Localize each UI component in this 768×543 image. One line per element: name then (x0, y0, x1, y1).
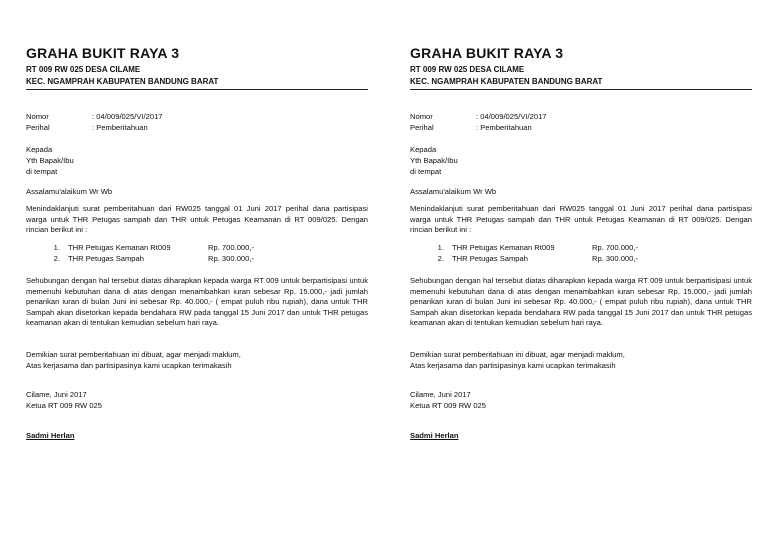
place-date: Cilame, Juni 2017 (410, 390, 471, 399)
letter-right (384, 0, 768, 543)
perihal-value: : Pemberitahuan (92, 123, 148, 132)
nomor-label: Nomor (410, 112, 433, 121)
list-item: 2. THR Petugas Sampah Rp. 300.000,- (53, 254, 255, 263)
perihal-value: : Pemberitahuan (476, 123, 532, 132)
recipient-ditempat: di tempat (410, 167, 442, 176)
closing-line-1: Demikian surat pemberitahuan ini dibuat, agar menjadi maklum, (26, 350, 241, 359)
body-paragraph: Sehubungan dengan hal tersebut diatas diharapkan kepada warga RT 009 untuk berpartisipasi untuk memenuhi kebutuhan dana di atas dengan menambahkan iuran sebesar Rp. 15.000,- jadi jumlah penarikan iuran di bulan Juni ini sebesar Rp. 40.000,- ( empat puluh ribu rupiah), dana untuk THR Sampah akan disetorkan kepada bendahara RW pada tanggal 15 Juni 2017 dan untuk THR petugas keamanan akan di tentukan kemudian sebelum hari raya. (410, 276, 752, 328)
letter-subtitle-address: RT 009 RW 025 DESA CILAME (26, 65, 141, 74)
recipient-yth: Yth Bapak/Ibu (410, 156, 458, 165)
greeting: Assalamu'alaikum Wr Wb (26, 187, 113, 196)
greeting: Assalamu'alaikum Wr Wb (410, 187, 497, 196)
letter-subtitle-address: RT 009 RW 025 DESA CILAME (410, 65, 525, 74)
signer-name: Sadmi Herlan (26, 431, 75, 440)
intro-paragraph: Menindaklanjuti surat pemberitahuan dari RW025 tanggal 01 Juni 2017 perihal dana partisipasi warga untuk THR Petugas sampah dan THR untuk Petugas Keamanan di RT 009/025. Dengan rincian berikut ini : (410, 204, 752, 235)
list-item: 1. THR Petugas Kemanan Rt009 Rp. 700.000,- (437, 243, 639, 252)
list-item: 2. THR Petugas Sampah Rp. 300.000,- (437, 254, 639, 263)
nomor-value: : 04/009/025/VI/2017 (476, 112, 547, 121)
nomor-value: : 04/009/025/VI/2017 (92, 112, 163, 121)
nomor-row (410, 112, 547, 121)
intro-paragraph: Menindaklanjuti surat pemberitahuan dari RW025 tanggal 01 Juni 2017 perihal dana partisipasi warga untuk THR Petugas sampah dan THR untuk Petugas Keamanan di RT 009/025. Dengan rincian berikut ini : (26, 204, 368, 235)
header-divider (26, 89, 368, 90)
place-date: Cilame, Juni 2017 (26, 390, 87, 399)
nomor-row (26, 112, 163, 121)
nomor-label: Nomor (26, 112, 49, 121)
perihal-label: Perihal (410, 123, 434, 132)
cost-list (26, 243, 254, 265)
perihal-label: Perihal (26, 123, 50, 132)
perihal-row (26, 123, 148, 132)
letter-title: GRAHA BUKIT RAYA 3 (410, 45, 564, 61)
cost-list (410, 243, 638, 265)
letter-title: GRAHA BUKIT RAYA 3 (26, 45, 180, 61)
perihal-row (410, 123, 532, 132)
signer-role: Ketua RT 009 RW 025 (26, 401, 102, 410)
closing-line-2: Atas kerjasama dan partisipasinya kami ucapkan terimakasih (410, 361, 616, 370)
list-item: 1. THR Petugas Kemanan Rt009 Rp. 700.000,- (53, 243, 255, 252)
recipient-kepada: Kepada (410, 145, 437, 154)
closing-line-2: Atas kerjasama dan partisipasinya kami ucapkan terimakasih (26, 361, 232, 370)
closing-line-1: Demikian surat pemberitahuan ini dibuat, agar menjadi maklum, (410, 350, 625, 359)
recipient-yth: Yth Bapak/Ibu (26, 156, 74, 165)
recipient-kepada: Kepada (26, 145, 53, 154)
header-divider (410, 89, 752, 90)
letter-subtitle-district: KEC. NGAMPRAH KABUPATEN BANDUNG BARAT (26, 77, 219, 86)
recipient-ditempat: di tempat (26, 167, 58, 176)
signer-role: Ketua RT 009 RW 025 (410, 401, 486, 410)
signer-name: Sadmi Herlan (410, 431, 459, 440)
letter-subtitle-district: KEC. NGAMPRAH KABUPATEN BANDUNG BARAT (410, 77, 603, 86)
body-paragraph: Sehubungan dengan hal tersebut diatas diharapkan kepada warga RT 009 untuk berpartisipasi untuk memenuhi kebutuhan dana di atas dengan menambahkan iuran sebesar Rp. 15.000,- jadi jumlah penarikan iuran di bulan Juni ini sebesar Rp. 40.000,- ( empat puluh ribu rupiah), dana untuk THR Sampah akan disetorkan kepada bendahara RW pada tanggal 15 Juni 2017 dan untuk THR petugas keamanan akan di tentukan kemudian sebelum hari raya. (26, 276, 368, 328)
